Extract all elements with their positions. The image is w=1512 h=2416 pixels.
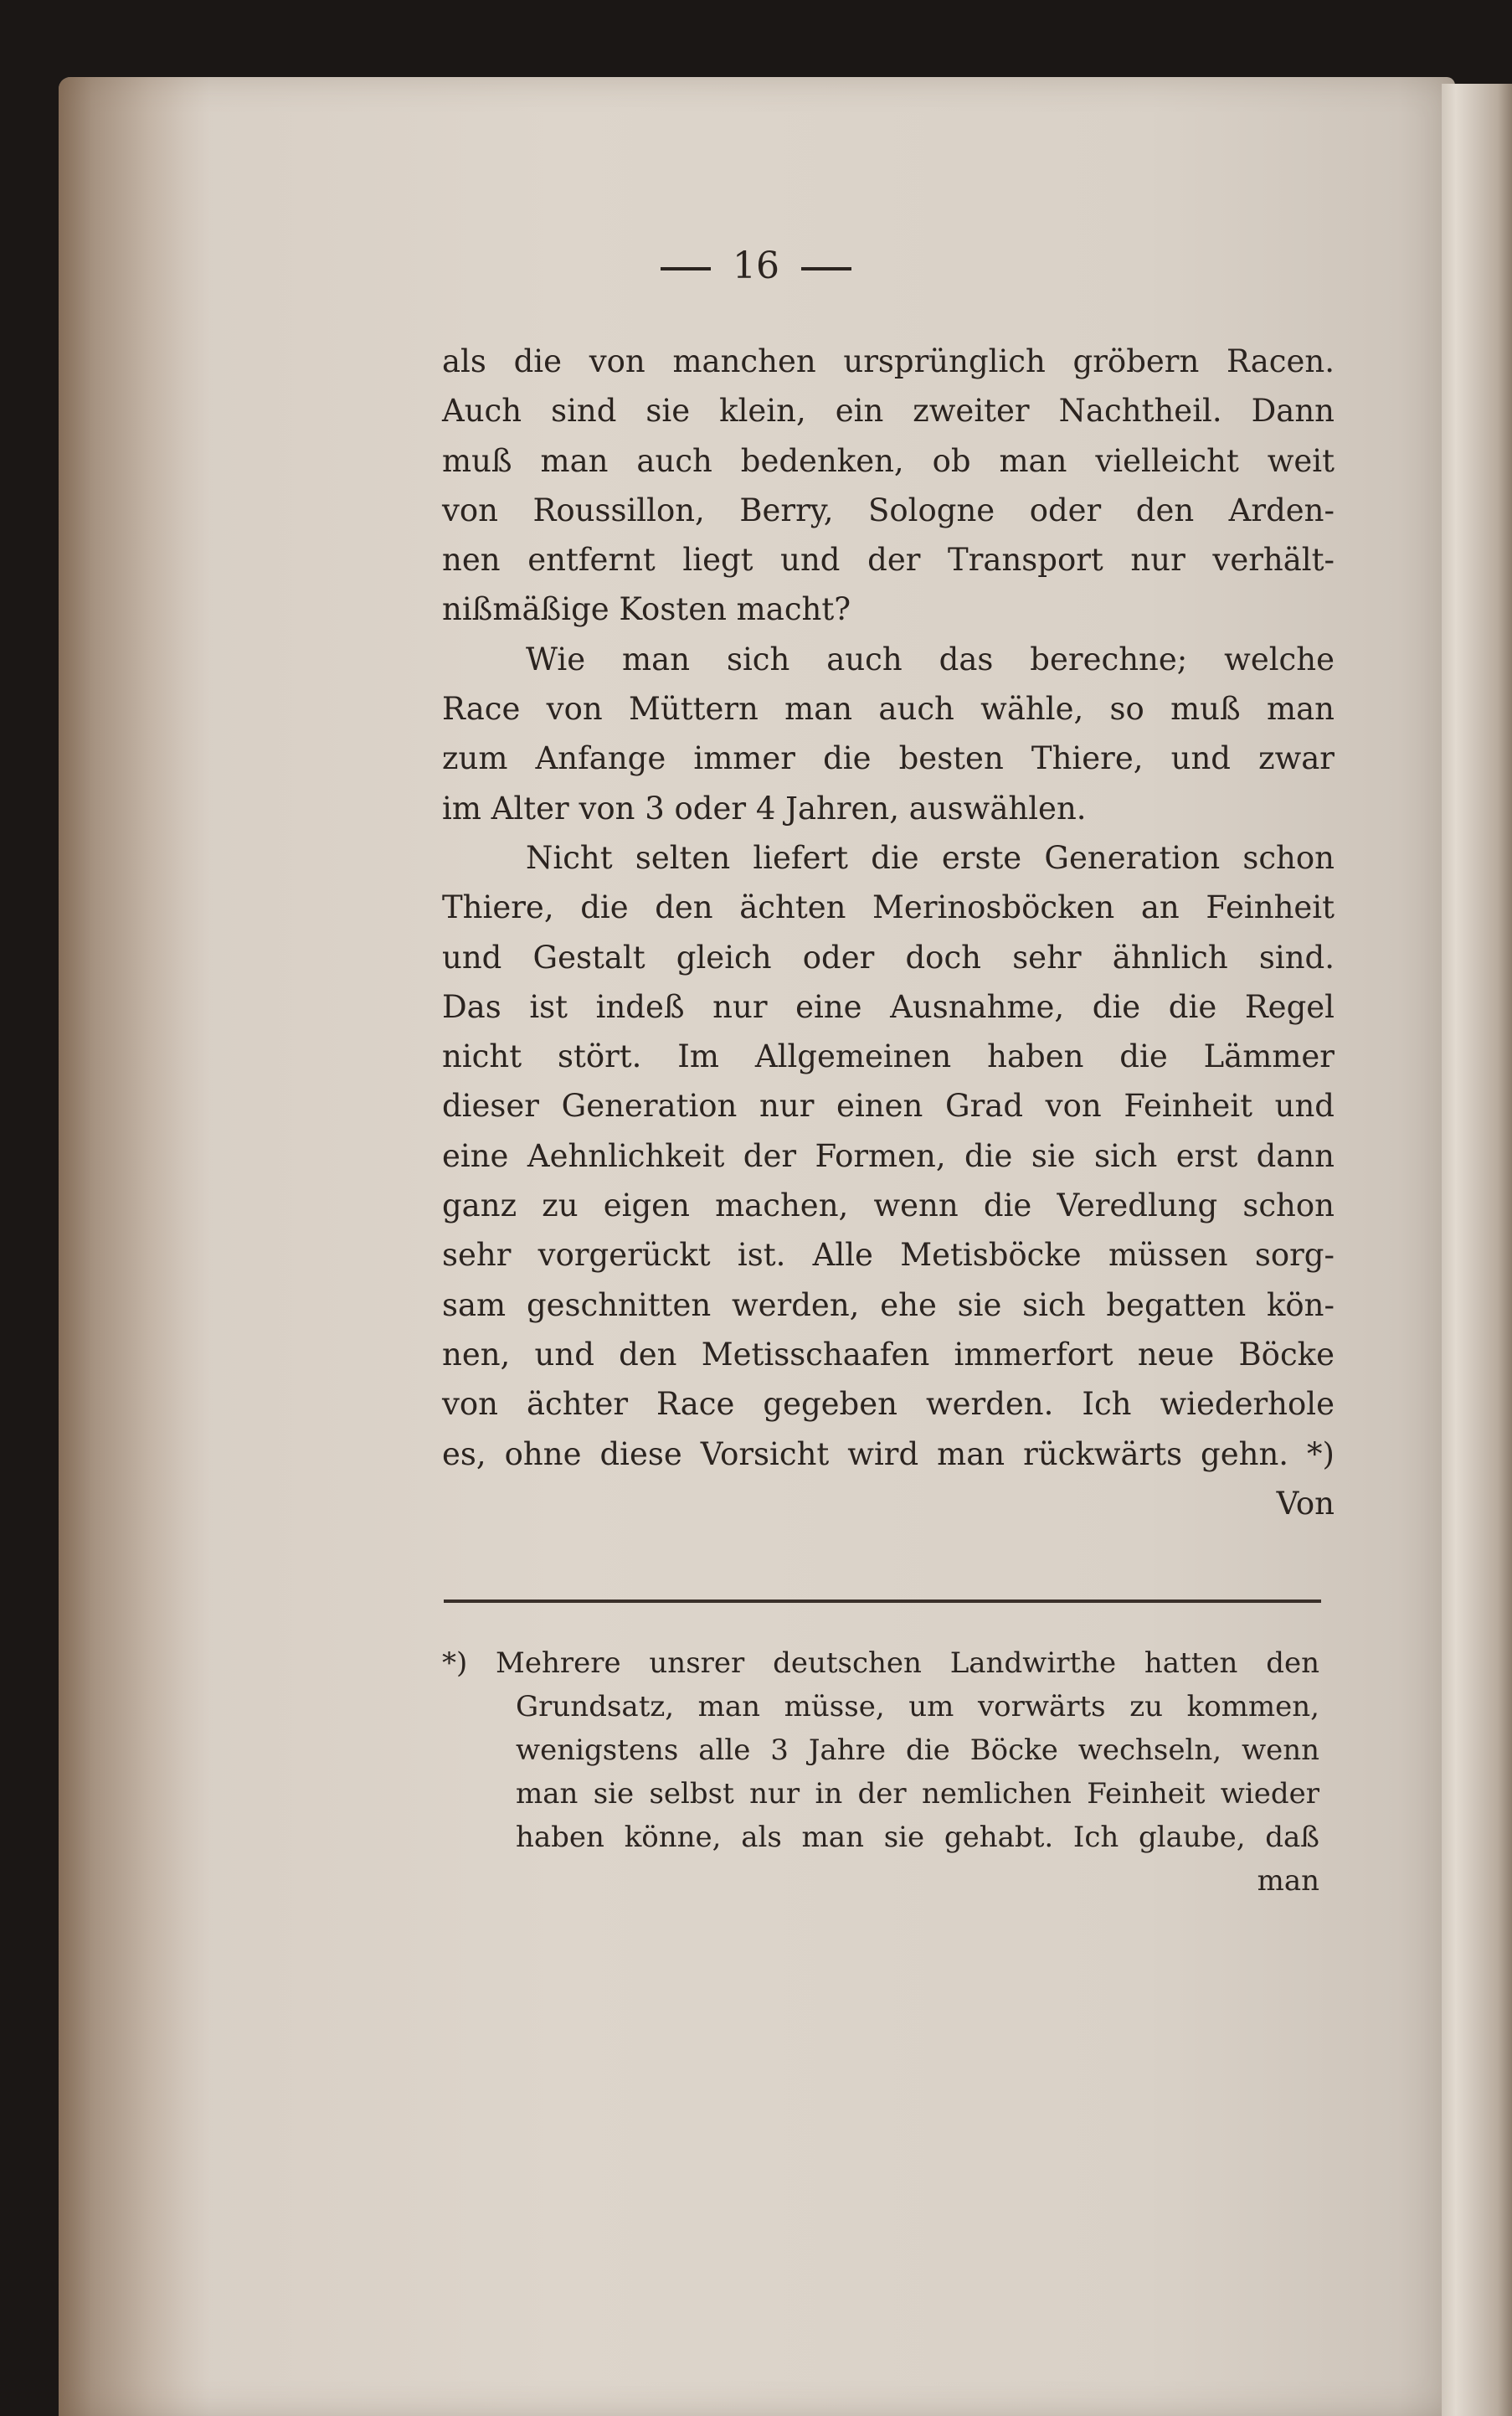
body-line: von ächter Race gegeben werden. Ich wiederhole [442, 1386, 1335, 1423]
catchword: Von [1276, 1485, 1335, 1522]
body-line: nißmäßige Kosten macht? [442, 591, 851, 628]
footnote-line: man sie selbst nur in der nemlichen Feinheit wieder [516, 1777, 1319, 1811]
binding-shadow [59, 77, 209, 2416]
body-line: sam geschnitten werden, ehe sie sich begatten kön- [442, 1286, 1335, 1323]
footnote-line: *) Mehrere unsrer deutschen Landwirthe hatten den [442, 1646, 1319, 1680]
header-dash-left [661, 267, 711, 270]
body-line: Auch sind sie klein, ein zweiter Nachtheil. Dann [442, 393, 1335, 430]
body-line: Nicht selten liefert die erste Generation schon [526, 839, 1335, 876]
body-line: als die von manchen ursprünglich gröbern Racen. [442, 343, 1335, 379]
body-line: und Gestalt gleich oder doch sehr ähnlich sind. [442, 939, 1335, 976]
body-line: Thiere, die den ächten Merinosböcken an Feinheit [442, 889, 1335, 926]
body-line: dieser Generation nur einen Grad von Feinheit und [442, 1088, 1335, 1125]
footnote-rule [444, 1600, 1321, 1603]
body-line: ganz zu eigen machen, wenn die Veredlung schon [442, 1187, 1335, 1224]
footnote [442, 1641, 1319, 1903]
footnote-line: wenigstens alle 3 Jahre die Böcke wechseln, wenn [516, 1733, 1319, 1767]
footnote-line: haben könne, als man sie gehabt. Ich glaube, daß [516, 1821, 1319, 1854]
page-number: 16 [733, 245, 779, 287]
body-line: Race von Müttern man auch wähle, so muß man [442, 691, 1335, 728]
footnote-line: Grundsatz, man müsse, um vorwärts zu kommen, [516, 1690, 1319, 1723]
body-line: sehr vorgerückt ist. Alle Metisböcke müssen sorg- [442, 1237, 1335, 1274]
body-text [442, 337, 1335, 1528]
body-line: muß man auch bedenken, ob man vielleicht weit [442, 442, 1335, 479]
body-line: Das ist indeß nur eine Ausnahme, die die Regel [442, 988, 1335, 1025]
body-line: nen entfernt liegt und der Transport nur verhält- [442, 542, 1335, 579]
body-line: im Alter von 3 oder 4 Jahren, auswählen. [442, 790, 1087, 827]
body-line: Wie man sich auch das berechne; welche [526, 641, 1335, 677]
header-dash-right [801, 267, 851, 270]
body-line: eine Aehnlichkeit der Formen, die sie sich erst dann [442, 1137, 1335, 1174]
body-line: es, ohne diese Vorsicht wird man rückwärts gehn. *) [442, 1435, 1335, 1472]
body-line: zum Anfange immer die besten Thiere, und zwar [442, 740, 1335, 777]
body-line: nicht stört. Im Allgemeinen haben die Lämmer [442, 1038, 1335, 1075]
body-line: von Roussillon, Berry, Sologne oder den Arden- [442, 492, 1335, 528]
footnote-catchword: man [1257, 1864, 1319, 1898]
body-line: nen, und den Metisschaafen immerfort neue Böcke [442, 1336, 1335, 1373]
page-edge-right [1442, 84, 1512, 2416]
page-header [0, 241, 1512, 291]
